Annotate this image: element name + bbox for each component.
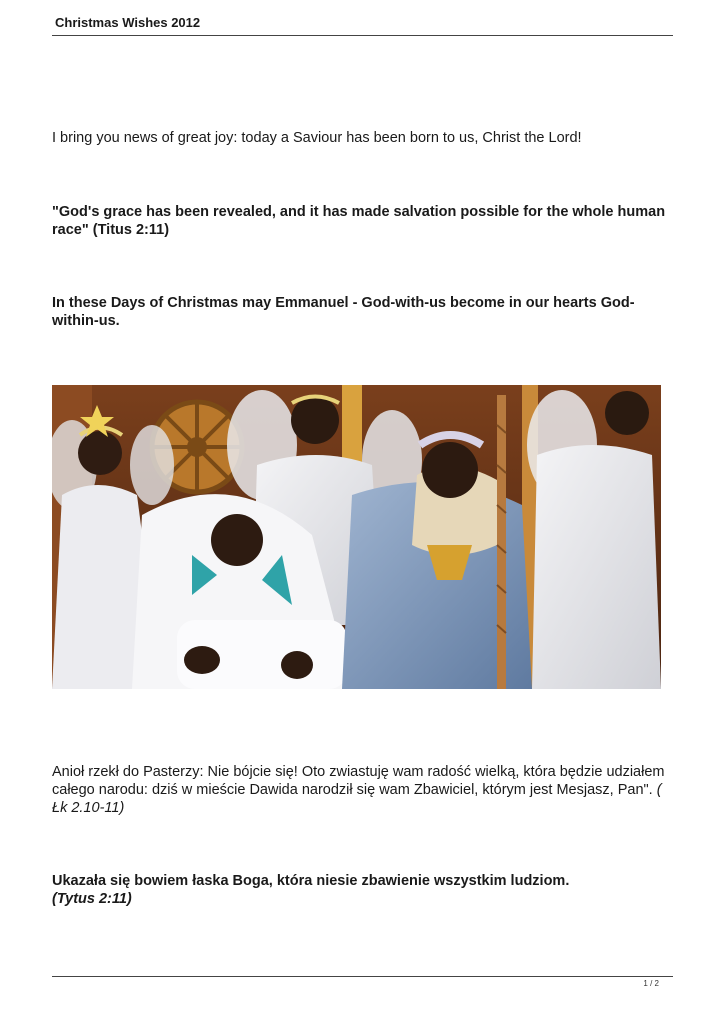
polish-angel-message-text: Anioł rzekł do Pasterzy: Nie bójcie się! Oto zwiastuję wam radość wielką, która będzie udziałem całego narodu: dziś w mieście Dawida narodził się wam Zbawiciel, którym jest Mesjasz, Pan". xyxy=(52,764,665,798)
header-divider xyxy=(52,35,673,36)
polish-titus-paragraph xyxy=(52,872,677,908)
luke-reference: ( Łk 2.10-11) xyxy=(52,782,662,816)
titus-quote-paragraph: "God's grace has been revealed, and it has made salvation possible for the whole human race" (Titus 2:11) xyxy=(52,204,666,238)
page-number: 1 / 2 xyxy=(643,979,659,988)
greeting-paragraph: I bring you news of great joy: today a Saviour has been born to us, Christ the Lord! xyxy=(52,130,582,146)
nativity-children-photo xyxy=(52,385,661,689)
tytus-reference: (Tytus 2:11) xyxy=(52,891,132,907)
polish-titus-text: Ukazała się bowiem łaska Boga, która niesie zbawienie wszystkim ludziom. xyxy=(52,873,570,889)
footer-divider xyxy=(52,976,673,977)
document-header-title: Christmas Wishes 2012 xyxy=(55,15,201,30)
nativity-photo-illustration xyxy=(52,385,661,689)
polish-angel-message-paragraph xyxy=(52,763,677,817)
emmanuel-wish-paragraph: In these Days of Christmas may Emmanuel - God-with-us become in our hearts God-within-us. xyxy=(52,295,635,329)
